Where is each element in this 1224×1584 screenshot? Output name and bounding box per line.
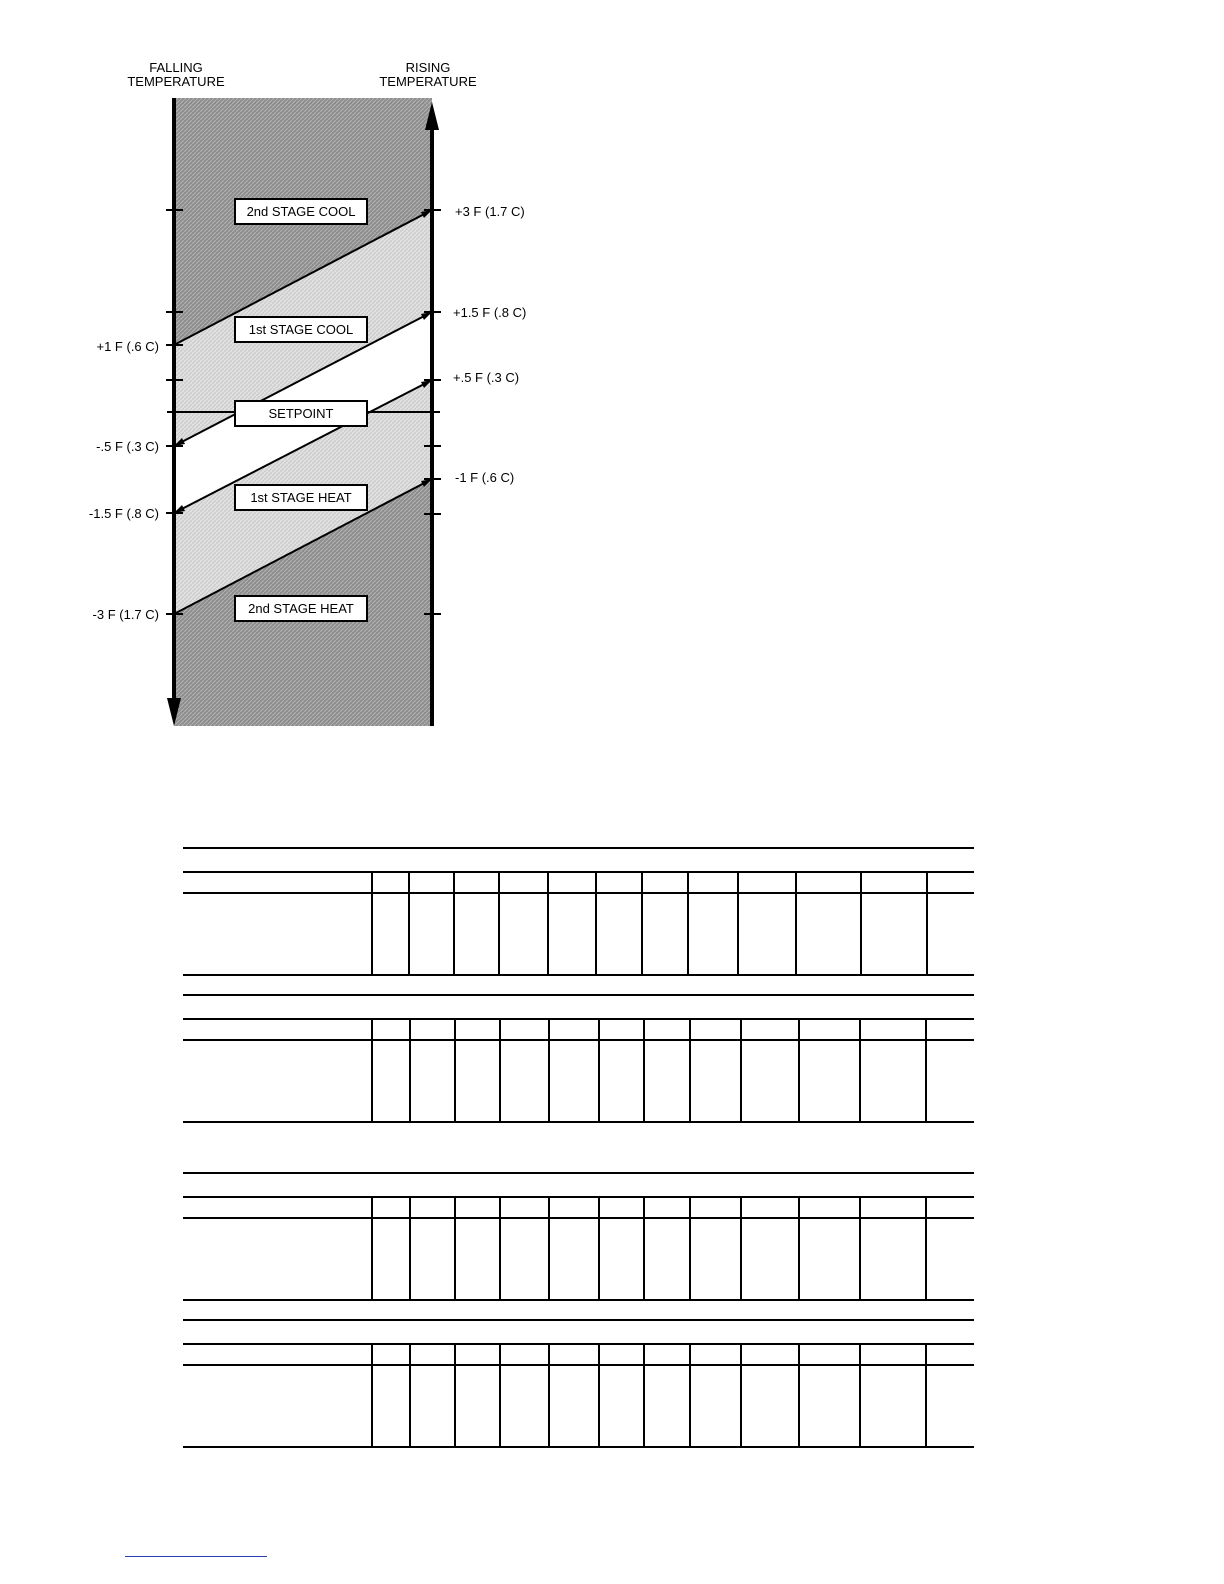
table-column-divider [409, 1343, 411, 1446]
table-column-divider [925, 1196, 927, 1299]
staging-diagram [0, 0, 620, 760]
table-column-divider [499, 1196, 501, 1299]
table-rule [183, 1121, 974, 1123]
table-column-divider [643, 1343, 645, 1446]
table-rule [183, 871, 974, 873]
table-column-divider [498, 871, 500, 974]
zone-setpoint [235, 401, 367, 426]
left-label-plus1: +1 F (.6 C) [96, 339, 159, 354]
table-column-divider [795, 871, 797, 974]
table-column-divider [409, 1018, 411, 1121]
zone-heat1 [235, 485, 367, 510]
table-rule [183, 1364, 974, 1366]
right-label-plus05: +.5 F (.3 C) [453, 370, 520, 385]
table-rule [183, 1039, 974, 1041]
right-label-plus15: +1.5 F (.8 C) [453, 305, 527, 320]
table-rule [183, 1446, 974, 1448]
table-column-divider [925, 1018, 927, 1121]
table-rule [183, 1196, 974, 1198]
left-label-minus05: -.5 F (.3 C) [96, 439, 159, 454]
table-column-divider [689, 1196, 691, 1299]
table-column-divider [598, 1196, 600, 1299]
table-column-divider [859, 1018, 861, 1121]
table-column-divider [598, 1343, 600, 1446]
table-column-divider [859, 1196, 861, 1299]
table-column-divider [454, 1018, 456, 1121]
table-rule [183, 1343, 974, 1345]
header-falling-line2: TEMPERATURE [127, 74, 225, 89]
table-column-divider [641, 871, 643, 974]
table-column-divider [499, 1018, 501, 1121]
table-column-divider [689, 1018, 691, 1121]
left-label-minus15: -1.5 F (.8 C) [88, 506, 159, 521]
table-3 [183, 1172, 974, 1272]
table-column-divider [740, 1018, 742, 1121]
svg-text:SETPOINT: SETPOINT [268, 406, 334, 421]
header-rising-line1: RISING [405, 60, 451, 75]
table-column-divider [499, 1343, 501, 1446]
table-column-divider [371, 1196, 373, 1299]
table-1 [183, 847, 974, 947]
table-rule [183, 847, 974, 849]
table-column-divider [687, 871, 689, 974]
table-column-divider [371, 1343, 373, 1446]
table-rule [183, 1319, 974, 1321]
table-column-divider [798, 1196, 800, 1299]
table-column-divider [598, 1018, 600, 1121]
table-2 [183, 994, 974, 1094]
table-rule [183, 1172, 974, 1174]
table-column-divider [643, 1018, 645, 1121]
table-column-divider [798, 1343, 800, 1446]
table-column-divider [453, 871, 455, 974]
table-column-divider [740, 1343, 742, 1446]
table-rule [183, 1018, 974, 1020]
svg-text:1st STAGE COOL: 1st STAGE COOL [248, 322, 354, 337]
table-column-divider [371, 1018, 373, 1121]
table-rule [183, 1217, 974, 1219]
table-column-divider [371, 871, 373, 974]
header-rising-line2: TEMPERATURE [379, 74, 477, 89]
zone-heat2 [235, 596, 367, 621]
table-column-divider [409, 1196, 411, 1299]
table-4 [183, 1319, 974, 1419]
zone-cool1 [235, 317, 367, 342]
svg-text:2nd STAGE HEAT: 2nd STAGE HEAT [248, 601, 354, 616]
table-column-divider [548, 1018, 550, 1121]
table-column-divider [689, 1343, 691, 1446]
table-column-divider [643, 1196, 645, 1299]
table-rule [183, 994, 974, 996]
right-label-minus1: -1 F (.6 C) [455, 470, 515, 485]
svg-text:2nd STAGE COOL: 2nd STAGE COOL [246, 204, 356, 219]
table-column-divider [737, 871, 739, 974]
table-column-divider [926, 871, 928, 974]
table-rule [183, 974, 974, 976]
table-column-divider [740, 1196, 742, 1299]
table-column-divider [408, 871, 410, 974]
table-column-divider [595, 871, 597, 974]
table-column-divider [859, 1343, 861, 1446]
table-column-divider [798, 1018, 800, 1121]
footer-rule [125, 1556, 267, 1557]
svg-text:1st STAGE HEAT: 1st STAGE HEAT [250, 490, 352, 505]
table-column-divider [454, 1343, 456, 1446]
header-falling-line1: FALLING [149, 60, 203, 75]
table-column-divider [548, 1196, 550, 1299]
table-rule [183, 1299, 974, 1301]
table-column-divider [548, 1343, 550, 1446]
zone-cool2 [235, 199, 367, 224]
table-column-divider [860, 871, 862, 974]
table-column-divider [925, 1343, 927, 1446]
table-rule [183, 892, 974, 894]
right-label-plus3: +3 F (1.7 C) [455, 204, 525, 219]
table-column-divider [547, 871, 549, 974]
table-column-divider [454, 1196, 456, 1299]
left-label-minus3: -3 F (1.7 C) [92, 607, 159, 622]
